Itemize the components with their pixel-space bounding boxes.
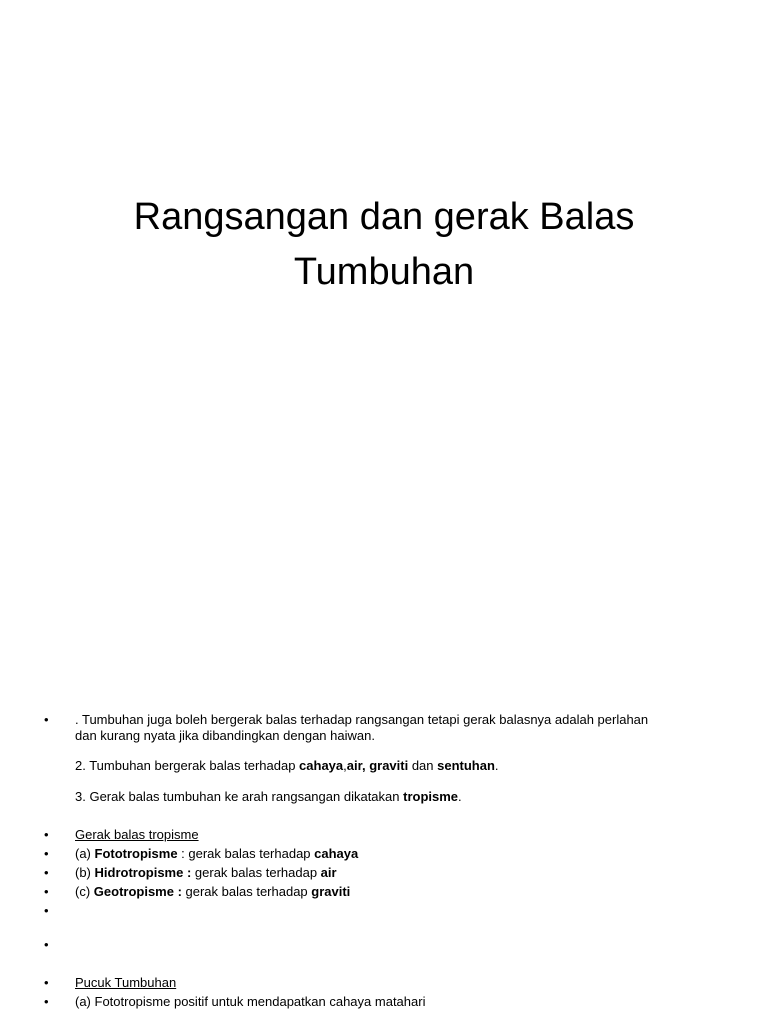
intro-paragraph-line-1: . Tumbuhan juga boleh bergerak balas terhadap rangsangan tetapi gerak balasnya adalah perlahan [75,712,649,727]
stimulus-air: air [320,865,337,880]
list-item-tropism-heading [44,827,734,843]
list-item-intro [44,712,734,744]
bullet-icon: • [44,903,49,918]
bullet-icon: • [44,994,49,1009]
bullet-icon: • [44,865,49,880]
term-geotropisme: Geotropisme : [93,884,182,899]
shoot-heading: Pucuk Tumbuhan [75,975,177,990]
list-item-empty [44,903,734,919]
list-item-tropism-c: • (c) Geotropisme : gerak balas terhadap graviti [44,884,351,899]
bullet-icon: • [44,884,49,899]
intro-point-2: 2. Tumbuhan bergerak balas terhadap cahaya,air, graviti dan sentuhan. [75,758,499,773]
bullet-icon: • [44,937,49,952]
stimulus-cahaya: cahaya [314,846,359,861]
keyword-sentuhan: sentuhan [437,758,495,773]
bullet-icon: • [44,846,49,861]
tropism-heading: Gerak balas tropisme [75,827,199,842]
bullet-icon: • [44,827,49,842]
list-item-empty [44,937,734,953]
bullet-icon: • [44,712,49,727]
keyword-cahaya: cahaya [299,758,344,773]
term-hidrotropisme: Hidrotropisme : [94,865,192,880]
slide-title [0,190,768,300]
shoot-item-a: (a) Fototropisme positif untuk mendapatkan cahaya matahari [75,994,426,1009]
slide-content [44,712,734,1010]
bullet-icon: • [44,975,49,990]
term-fototropisme: Fototropisme [94,846,178,861]
intro-paragraph-line-2: dan kurang nyata jika dibandingkan dengan haiwan. [75,728,375,743]
list-item-shoot-heading [44,975,734,991]
list-item-tropism-b: • (b) Hidrotropisme : gerak balas terhadap air [44,865,337,880]
slide-title-line-2: Tumbuhan [293,251,475,293]
intro-point-3: 3. Gerak balas tumbuhan ke arah rangsangan dikatakan tropisme. [75,789,462,804]
list-item-shoot-a [44,994,734,1010]
list-item-tropism-a: • (a) Fototropisme : gerak balas terhadap cahaya [44,846,359,861]
stimulus-graviti: graviti [311,884,351,899]
keyword-air: air, [346,758,366,773]
slide-title-line-1: Rangsangan dan gerak Balas [133,196,635,238]
keyword-graviti: graviti [369,758,409,773]
keyword-tropisme: tropisme [403,789,459,804]
